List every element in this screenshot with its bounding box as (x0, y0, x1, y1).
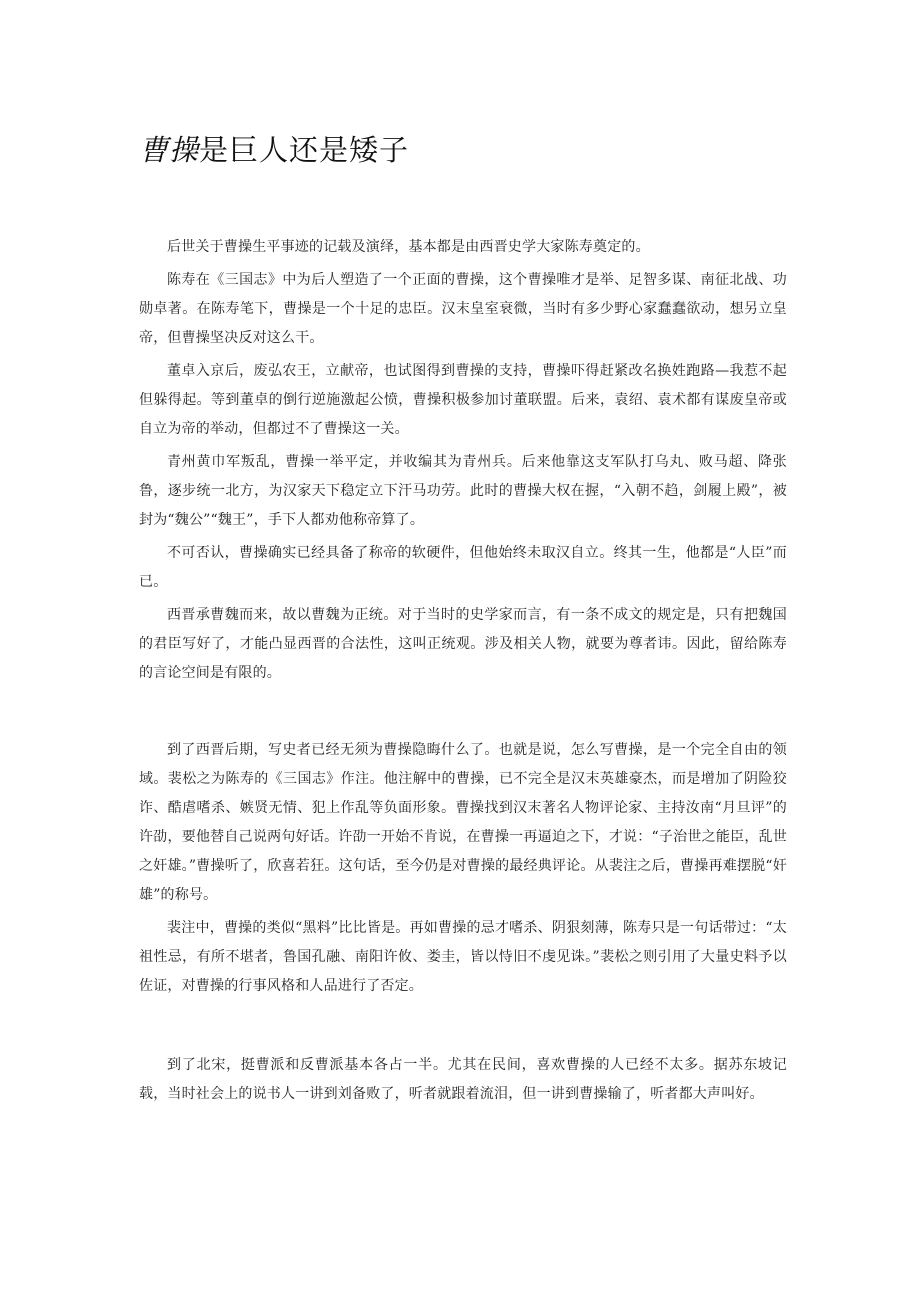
document-title (139, 128, 409, 169)
paragraph: 到了北宋，挺曹派和反曹派基本各占一半。尤其在民间，喜欢曹操的人已经不太多。据苏东坡记载，当时社会上的说书人一讲到刘备败了，听者就跟着流泪，但一讲到曹操输了，听者都大声叫好。 (139, 1057, 787, 1102)
section-gap (139, 1005, 787, 1051)
paragraph: 董卓入京后，废弘农王，立献帝，也试图得到曹操的支持，曹操吓得赶紧改名换姓跑路—我惹不起但躲得起。等到董卓的倒行逆施激起公愤，曹操积极参加讨董联盟。后来，袁绍、袁术都有谋废皇帝或自立为帝的举动，但都过不了曹操这一关。 (139, 363, 787, 437)
paragraph: 不可否认，曹操确实已经具备了称帝的软硬件，但他始终未取汉自立。终其一生，他都是“人臣”而已。 (139, 545, 787, 590)
paragraph: 西晋承曹魏而来，故以曹魏为正统。对于当时的史学家而言，有一条不成文的规定是，只有把魏国的君臣写好了，才能凸显西晋的合法性，这叫正统观。涉及相关人物，就要为尊者讳。因此，留给陈寿的言论空间是有限的。 (139, 607, 787, 681)
paragraph: 后世关于曹操生平事迹的记载及演绎，基本都是由西晋史学大家陈寿奠定的。 (167, 239, 650, 255)
paragraph: 陈寿在《三国志》中为后人塑造了一个正面的曹操，这个曹操唯才是举、足智多谋、南征北战、功勋卓著。在陈寿笔下，曹操是一个十足的忠臣。汉末皇室衰微，当时有多少野心家蠢蠢欲动，想另立皇帝，但曹操坚决反对这么干。 (139, 272, 787, 346)
paragraph: 青州黄巾军叛乱，曹操一举平定，并收编其为青州兵。后来他靠这支军队打乌丸、败马超、降张鲁，逐步统一北方，为汉家天下稳定立下汗马功劳。此时的曹操大权在握，“入朝不趋，剑履上殿”，被封为“魏公”“魏王”，手下人都劝他称帝算了。 (139, 454, 787, 528)
document-body (139, 233, 787, 1113)
title-italic-part: 曹操 (139, 133, 200, 167)
paragraph: 到了西晋后期，写史者已经无须为曹操隐晦什么了。也就是说，怎么写曹操，是一个完全自由的领域。裴松之为陈寿的《三国志》作注。他注解中的曹操，已不完全是汉末英雄豪杰，而是增加了阴险狡诈、酷虐嗜杀、嫉贤无情、犯上作乱等负面形象。曹操找到汉末著名人物评论家、主持汝南“月旦评”的许劭，要他替自己说两句好话。许劭一开始不肯说，在曹操一再逼迫之下，才说：“子治世之能臣，乱世之奸雄。”曹操听了，欣喜若狂。这句话，至今仍是对曹操的最经典评论。从裴注之后，曹操再难摆脱“奸雄”的称号。 (139, 742, 787, 903)
paragraph: 裴注中，曹操的类似“黑料”比比皆是。再如曹操的忌才嗜杀、阴狠刻薄，陈寿只是一句话带过：“太祖性忌，有所不堪者，鲁国孔融、南阳许攸、娄圭，皆以恃旧不虔见诛。”裴松之则引用了大量史料予以佐证，对曹操的行事风格和人品进行了否定。 (139, 920, 787, 994)
title-main-part: 是巨人还是矮子 (199, 133, 410, 167)
section-gap (139, 692, 787, 736)
